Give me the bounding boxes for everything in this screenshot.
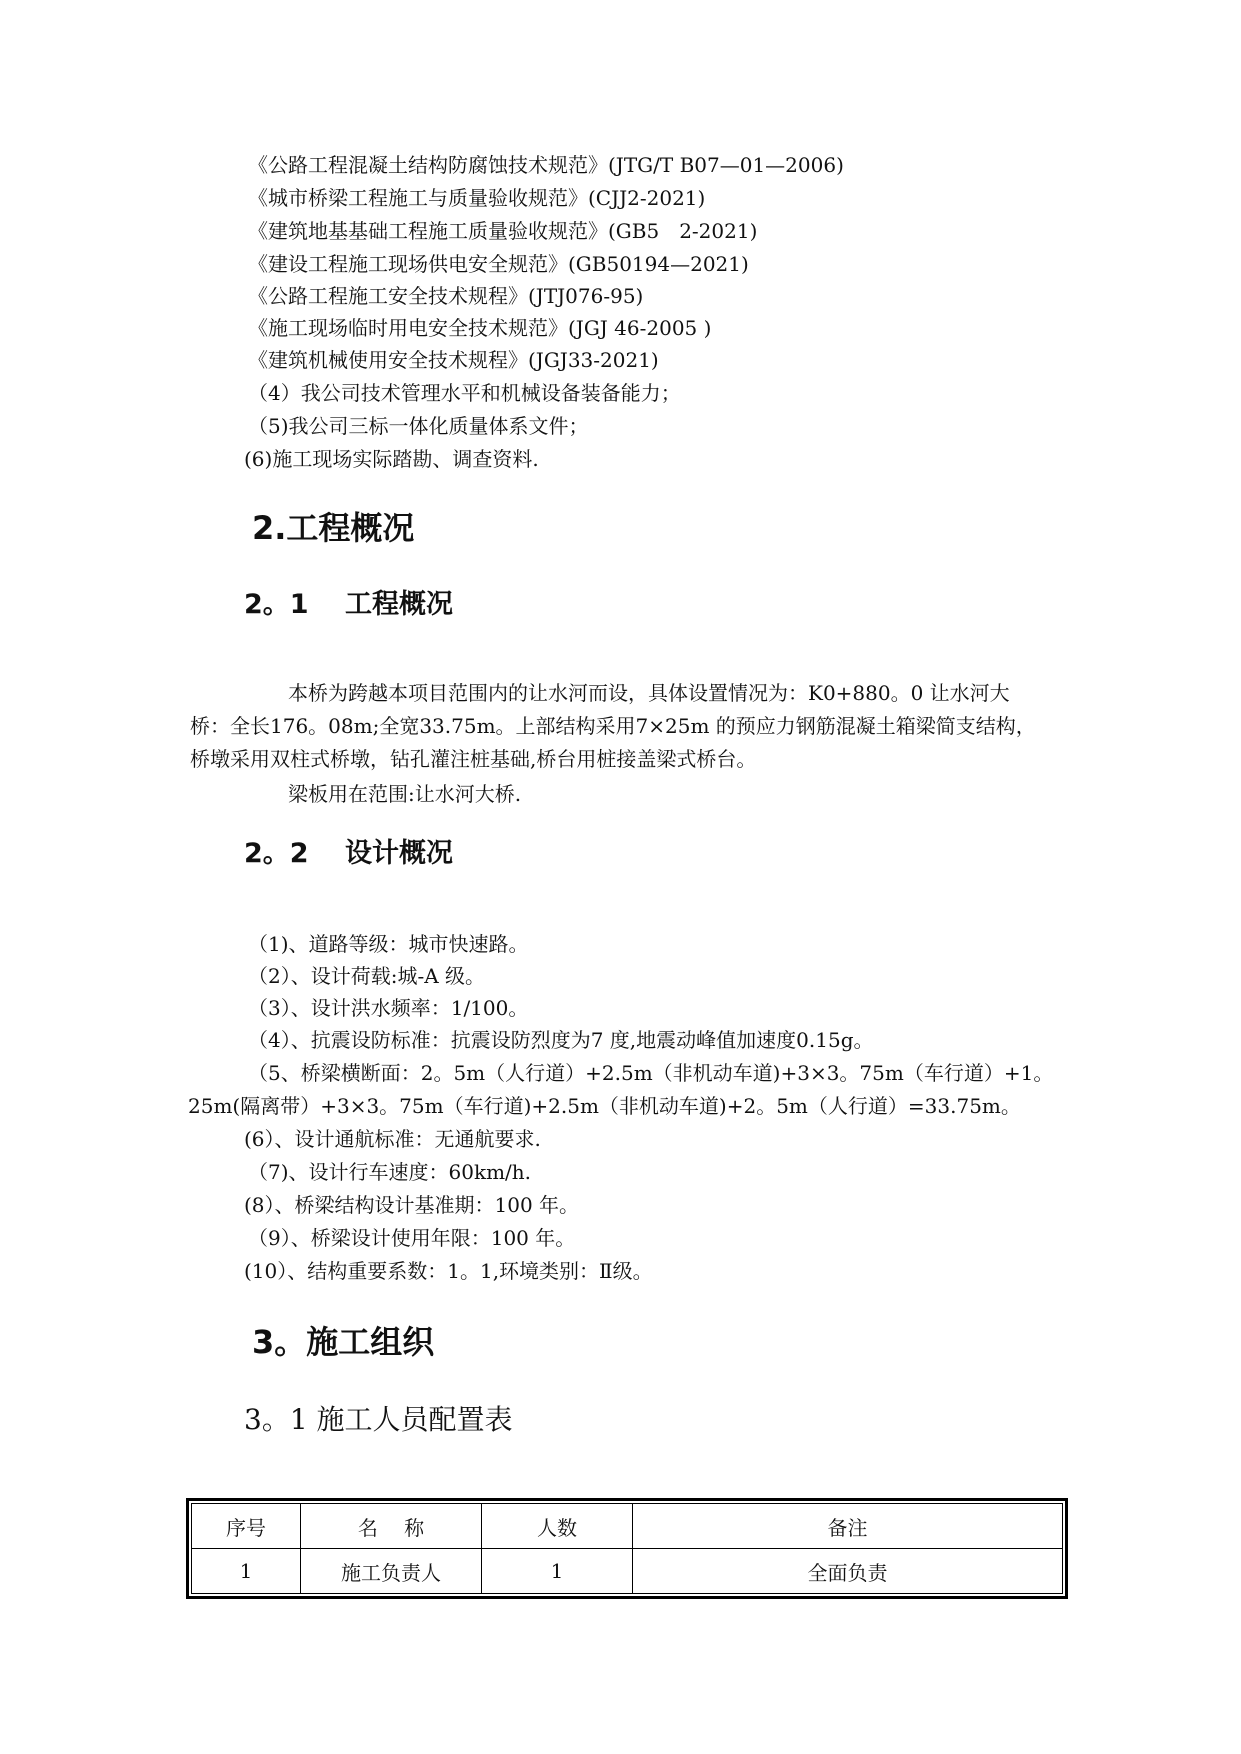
design-item: （9）、桥梁设计使用年限：100 年。 [248,1226,576,1250]
section-2-2-heading: 2。2 设计概况 [244,838,453,869]
table-cell: 1 [482,1549,633,1594]
reference-line: (6)施工现场实际踏勘、调查资料. [244,447,539,471]
table-header-cell: 人数 [482,1504,633,1549]
design-item: （1)、道路等级：城市快速路。 [248,932,529,956]
reference-line: 《公路工程施工安全技术规程》(JTJ076-95) [248,284,644,308]
reference-line: （5)我公司三标一体化质量体系文件； [248,414,589,438]
table-cell: 施工负责人 [301,1549,482,1594]
reference-line: （4）我公司技术管理水平和机械设备装备能力； [248,381,681,405]
design-item: 25m(隔离带）+3×3。75m（车行道)+2.5m（非机动车道)+2。5m（人行道）=33.75m。 [188,1094,1021,1118]
reference-line: 《建设工程施工现场供电安全规范》(GB50194—2021) [248,252,749,276]
table-header-cell: 序号 [192,1504,301,1549]
table-header-cell: 备注 [633,1504,1063,1549]
reference-line: 《建筑地基基础工程施工质量验收规范》(GB5 2-2021) [248,219,758,243]
design-item: (10）、结构重要系数：1。1,环境类别：Ⅱ级。 [244,1259,653,1283]
paragraph-line: 桥墩采用双柱式桥墩，钻孔灌注桩基础,桥台用桩接盖梁式桥台。 [190,747,757,771]
section-3-1-heading: 3。1 施工人员配置表 [244,1403,513,1436]
table-cell: 1 [192,1549,301,1594]
staff-table [186,1498,1068,1599]
design-item: (8）、桥梁结构设计基准期：100 年。 [244,1193,580,1217]
reference-line: 《施工现场临时用电安全技术规范》(JGJ 46-2005 ) [248,316,712,340]
section-2-1-heading: 2。1 工程概况 [244,589,453,620]
table-header-cell: 名 称 [301,1504,482,1549]
reference-line: 《建筑机械使用安全技术规程》(JGJ33-2021) [248,348,659,372]
reference-line: 《公路工程混凝土结构防腐蚀技术规范》(JTG/T B07—01—2006) [248,153,844,177]
table-header-row [192,1504,1063,1549]
design-item: （3）、设计洪水频率：1/100。 [248,996,529,1020]
design-item: (6）、设计通航标准：无通航要求. [244,1127,541,1151]
section-3-heading: 3。施工组织 [252,1323,435,1361]
design-item: （4）、抗震设防标准：抗震设防烈度为7 度,地震动峰值加速度0.15g。 [248,1028,874,1052]
section-2-heading: 2.工程概况 [252,509,415,547]
paragraph-line: 本桥为跨越本项目范围内的让水河而设，具体设置情况为：K0+880。0 让水河大 [288,681,1010,705]
reference-line: 《城市桥梁工程施工与质量验收规范》(CJJ2-2021) [248,186,706,210]
design-item: （2）、设计荷载:城-A 级。 [248,964,486,988]
design-item: （7)、设计行车速度：60km/h. [248,1160,532,1184]
paragraph-line: 桥：全长176。08m;全宽33.75m。上部结构采用7×25m 的预应力钢筋混凝土箱梁简支结构， [190,714,1036,738]
paragraph-line: 梁板用在范围:让水河大桥. [288,782,522,806]
design-item: （5、桥梁横断面：2。5m（人行道）+2.5m（非机动车道)+3×3。75m（车行道）+1。 [248,1061,1054,1085]
table-row [192,1549,1063,1594]
table-cell: 全面负责 [633,1549,1063,1594]
